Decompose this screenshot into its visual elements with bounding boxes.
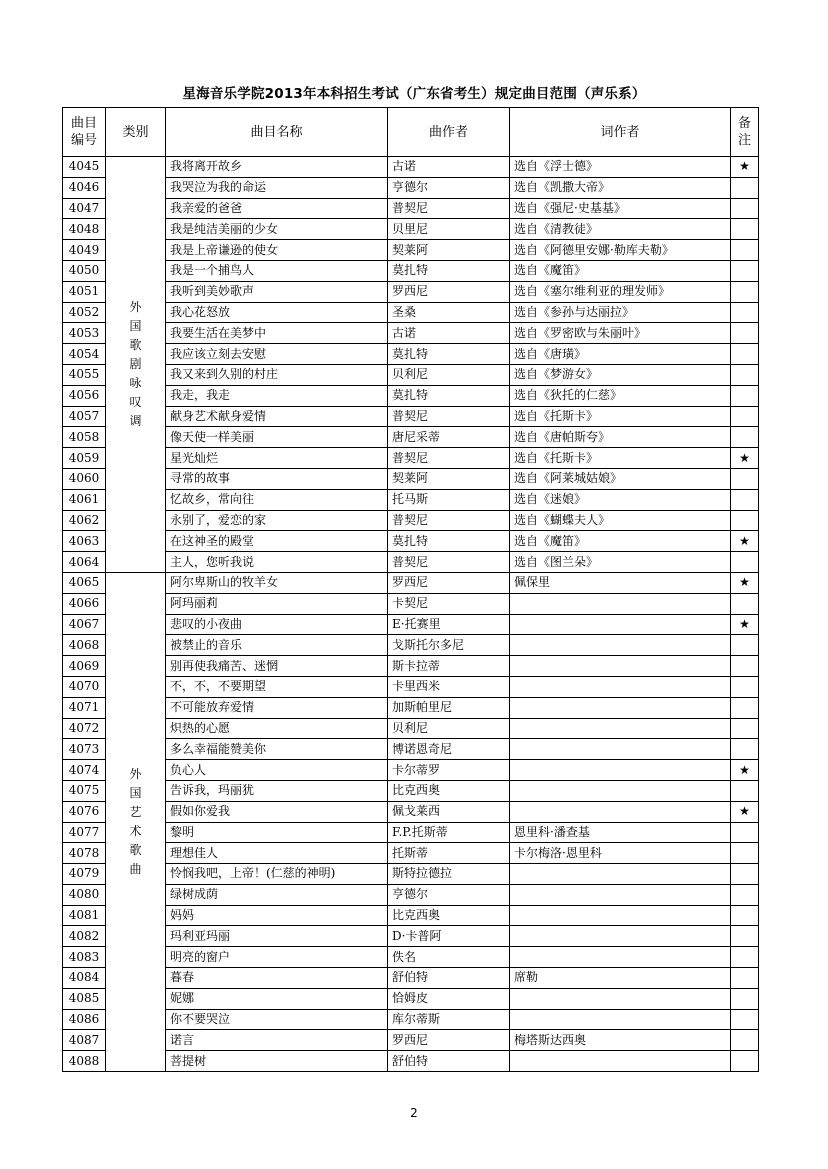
song-number: 4087 bbox=[63, 1030, 106, 1051]
lyricist bbox=[510, 947, 731, 968]
remark-star bbox=[731, 905, 759, 926]
composer: 贝里尼 bbox=[388, 219, 510, 240]
remark-star bbox=[731, 988, 759, 1009]
remark-star bbox=[731, 884, 759, 905]
composer: 贝利尼 bbox=[388, 364, 510, 385]
song-number: 4067 bbox=[63, 614, 106, 635]
song-title: 诺言 bbox=[166, 1030, 388, 1051]
song-number: 4054 bbox=[63, 344, 106, 365]
song-title: 像天使一样美丽 bbox=[166, 427, 388, 448]
remark-star bbox=[731, 718, 759, 739]
remark-star bbox=[731, 1030, 759, 1051]
song-title: 我亲爱的爸爸 bbox=[166, 198, 388, 219]
song-title: 我心花怒放 bbox=[166, 302, 388, 323]
lyricist bbox=[510, 801, 731, 822]
lyricist bbox=[510, 760, 731, 781]
lyricist: 选自《凯撒大帝》 bbox=[510, 177, 731, 198]
remark-star bbox=[731, 926, 759, 947]
song-number: 4073 bbox=[63, 739, 106, 760]
lyricist: 选自《魔笛》 bbox=[510, 531, 731, 552]
remark-star: ★ bbox=[731, 801, 759, 822]
page-number: 2 bbox=[410, 1106, 418, 1120]
song-title: 告诉我，玛丽犹 bbox=[166, 780, 388, 801]
song-title: 暮春 bbox=[166, 968, 388, 989]
song-number: 4066 bbox=[63, 593, 106, 614]
lyricist: 选自《狄托的仁慈》 bbox=[510, 385, 731, 406]
composer: 普契尼 bbox=[388, 552, 510, 573]
remark-star bbox=[731, 968, 759, 989]
table-row bbox=[63, 448, 759, 469]
remark-star: ★ bbox=[731, 760, 759, 781]
lyricist: 选自《迷娘》 bbox=[510, 489, 731, 510]
composer: 古诺 bbox=[388, 323, 510, 344]
song-number: 4051 bbox=[63, 281, 106, 302]
song-number: 4062 bbox=[63, 510, 106, 531]
remark-star bbox=[731, 198, 759, 219]
song-title: 被禁止的音乐 bbox=[166, 635, 388, 656]
lyricist: 佩保里 bbox=[510, 572, 731, 593]
song-number: 4084 bbox=[63, 968, 106, 989]
table-row bbox=[63, 427, 759, 448]
song-title: 不，不，不要期望 bbox=[166, 676, 388, 697]
header-lyricist: 词作者 bbox=[510, 108, 731, 157]
composer: 普契尼 bbox=[388, 510, 510, 531]
remark-star bbox=[731, 552, 759, 573]
composer: D·卡普阿 bbox=[388, 926, 510, 947]
composer: 库尔蒂斯 bbox=[388, 1009, 510, 1030]
composer: 罗西尼 bbox=[388, 572, 510, 593]
composer: 唐尼采蒂 bbox=[388, 427, 510, 448]
header-row bbox=[63, 108, 759, 157]
table-row bbox=[63, 780, 759, 801]
header-number: 曲目 编号 bbox=[63, 108, 106, 157]
lyricist bbox=[510, 884, 731, 905]
song-number: 4059 bbox=[63, 448, 106, 469]
song-title: 我哭泣为我的命运 bbox=[166, 177, 388, 198]
remark-star bbox=[731, 822, 759, 843]
composer: 托斯蒂 bbox=[388, 843, 510, 864]
remark-star bbox=[731, 843, 759, 864]
table-row bbox=[63, 1009, 759, 1030]
header-remark: 备 注 bbox=[731, 108, 759, 157]
remark-star bbox=[731, 1009, 759, 1030]
remark-star bbox=[731, 635, 759, 656]
song-title: 妮娜 bbox=[166, 988, 388, 1009]
table-row bbox=[63, 656, 759, 677]
lyricist: 选自《梦游女》 bbox=[510, 364, 731, 385]
song-number: 4057 bbox=[63, 406, 106, 427]
composer: 罗西尼 bbox=[388, 281, 510, 302]
song-title: 黎明 bbox=[166, 822, 388, 843]
song-title: 妈妈 bbox=[166, 905, 388, 926]
song-number: 4088 bbox=[63, 1051, 106, 1072]
lyricist: 选自《图兰朵》 bbox=[510, 552, 731, 573]
song-number: 4086 bbox=[63, 1009, 106, 1030]
table-row bbox=[63, 697, 759, 718]
song-title: 玛利亚玛丽 bbox=[166, 926, 388, 947]
header-song: 曲目名称 bbox=[166, 108, 388, 157]
remark-star: ★ bbox=[731, 448, 759, 469]
song-number: 4063 bbox=[63, 531, 106, 552]
composer: 舒伯特 bbox=[388, 968, 510, 989]
song-title: 负心人 bbox=[166, 760, 388, 781]
composer: 比克西奥 bbox=[388, 905, 510, 926]
remark-star bbox=[731, 219, 759, 240]
composer: F.P.托斯蒂 bbox=[388, 822, 510, 843]
song-title: 多么幸福能赞美你 bbox=[166, 739, 388, 760]
remark-star bbox=[731, 323, 759, 344]
table-row bbox=[63, 905, 759, 926]
song-number: 4083 bbox=[63, 947, 106, 968]
song-title: 我是一个捕鸟人 bbox=[166, 260, 388, 281]
song-number: 4061 bbox=[63, 489, 106, 510]
table-row bbox=[63, 281, 759, 302]
table-row bbox=[63, 531, 759, 552]
table-row bbox=[63, 884, 759, 905]
song-title: 我是上帝谦逊的使女 bbox=[166, 240, 388, 261]
song-number: 4080 bbox=[63, 884, 106, 905]
table-row bbox=[63, 364, 759, 385]
song-number: 4050 bbox=[63, 260, 106, 281]
composer: 卡尔蒂罗 bbox=[388, 760, 510, 781]
header-category: 类别 bbox=[106, 108, 166, 157]
page-title: 星海音乐学院2013年本科招生考试（广东省考生）规定曲目范围（声乐系） bbox=[182, 86, 646, 102]
category-label: 外国歌剧咏叹调 bbox=[129, 299, 142, 428]
remark-star bbox=[731, 1051, 759, 1072]
composer: 加斯帕里尼 bbox=[388, 697, 510, 718]
lyricist: 梅塔斯达西奥 bbox=[510, 1030, 731, 1051]
table-row bbox=[63, 801, 759, 822]
song-number: 4048 bbox=[63, 219, 106, 240]
remark-star bbox=[731, 593, 759, 614]
remark-star bbox=[731, 697, 759, 718]
composer: 戈斯托尔多尼 bbox=[388, 635, 510, 656]
composer: 莫扎特 bbox=[388, 385, 510, 406]
song-title: 我走，我走 bbox=[166, 385, 388, 406]
table-row bbox=[63, 406, 759, 427]
remark-star bbox=[731, 260, 759, 281]
song-title: 寻常的故事 bbox=[166, 468, 388, 489]
table-row bbox=[63, 968, 759, 989]
composer: 契莱阿 bbox=[388, 468, 510, 489]
lyricist: 选自《浮士德》 bbox=[510, 157, 731, 178]
lyricist bbox=[510, 1051, 731, 1072]
song-title: 理想佳人 bbox=[166, 843, 388, 864]
table-row bbox=[63, 302, 759, 323]
table-row bbox=[63, 1051, 759, 1072]
song-title: 忆故乡，常向往 bbox=[166, 489, 388, 510]
table-row bbox=[63, 572, 759, 593]
table-body bbox=[63, 157, 759, 1072]
table-row bbox=[63, 947, 759, 968]
song-title: 永别了，爱恋的家 bbox=[166, 510, 388, 531]
lyricist: 选自《托斯卡》 bbox=[510, 406, 731, 427]
remark-star: ★ bbox=[731, 572, 759, 593]
lyricist: 选自《强尼·史基基》 bbox=[510, 198, 731, 219]
lyricist: 选自《参孙与达丽拉》 bbox=[510, 302, 731, 323]
table-row bbox=[63, 822, 759, 843]
song-number: 4052 bbox=[63, 302, 106, 323]
table-row bbox=[63, 614, 759, 635]
composer: 古诺 bbox=[388, 157, 510, 178]
remark-star bbox=[731, 780, 759, 801]
table-row bbox=[63, 593, 759, 614]
song-number: 4058 bbox=[63, 427, 106, 448]
lyricist: 选自《阿德里安娜·勒库夫勒》 bbox=[510, 240, 731, 261]
song-title: 你不要哭泣 bbox=[166, 1009, 388, 1030]
song-title: 怜悯我吧，上帝！(仁慈的神明) bbox=[166, 864, 388, 885]
remark-star bbox=[731, 406, 759, 427]
repertoire-table bbox=[62, 107, 759, 1072]
song-title: 别再使我痛苦、迷惘 bbox=[166, 656, 388, 677]
lyricist bbox=[510, 1009, 731, 1030]
song-title: 在这神圣的殿堂 bbox=[166, 531, 388, 552]
composer: 卡里西米 bbox=[388, 676, 510, 697]
song-title: 阿玛丽莉 bbox=[166, 593, 388, 614]
table-row bbox=[63, 635, 759, 656]
song-number: 4047 bbox=[63, 198, 106, 219]
composer: 佚名 bbox=[388, 947, 510, 968]
composer: 亨德尔 bbox=[388, 177, 510, 198]
song-number: 4072 bbox=[63, 718, 106, 739]
song-number: 4078 bbox=[63, 843, 106, 864]
table-row bbox=[63, 219, 759, 240]
table-row bbox=[63, 552, 759, 573]
song-number: 4056 bbox=[63, 385, 106, 406]
table-row bbox=[63, 760, 759, 781]
category-cell bbox=[106, 157, 166, 573]
song-title: 献身艺术献身爱情 bbox=[166, 406, 388, 427]
lyricist bbox=[510, 739, 731, 760]
composer: 贝利尼 bbox=[388, 718, 510, 739]
composer: 莫扎特 bbox=[388, 260, 510, 281]
lyricist: 选自《唐璜》 bbox=[510, 344, 731, 365]
table-row bbox=[63, 157, 759, 178]
composer: 斯卡拉蒂 bbox=[388, 656, 510, 677]
song-title: 阿尔卑斯山的牧羊女 bbox=[166, 572, 388, 593]
table-row bbox=[63, 510, 759, 531]
lyricist bbox=[510, 780, 731, 801]
table-row bbox=[63, 843, 759, 864]
composer: E·托赛里 bbox=[388, 614, 510, 635]
composer: 卡契尼 bbox=[388, 593, 510, 614]
song-title: 我听到美妙歌声 bbox=[166, 281, 388, 302]
table-row bbox=[63, 240, 759, 261]
song-number: 4069 bbox=[63, 656, 106, 677]
composer: 亨德尔 bbox=[388, 884, 510, 905]
song-number: 4055 bbox=[63, 364, 106, 385]
song-title: 我是纯洁美丽的少女 bbox=[166, 219, 388, 240]
song-title: 悲叹的小夜曲 bbox=[166, 614, 388, 635]
composer: 托马斯 bbox=[388, 489, 510, 510]
song-title: 我将离开故乡 bbox=[166, 157, 388, 178]
remark-star bbox=[731, 385, 759, 406]
remark-star bbox=[731, 676, 759, 697]
song-number: 4076 bbox=[63, 801, 106, 822]
table-row bbox=[63, 323, 759, 344]
lyricist bbox=[510, 593, 731, 614]
song-title: 星光灿烂 bbox=[166, 448, 388, 469]
remark-star bbox=[731, 510, 759, 531]
song-number: 4077 bbox=[63, 822, 106, 843]
song-title: 绿树成荫 bbox=[166, 884, 388, 905]
song-number: 4074 bbox=[63, 760, 106, 781]
remark-star: ★ bbox=[731, 614, 759, 635]
lyricist bbox=[510, 905, 731, 926]
song-title: 明亮的窗户 bbox=[166, 947, 388, 968]
song-title: 假如你爱我 bbox=[166, 801, 388, 822]
lyricist bbox=[510, 718, 731, 739]
composer: 斯特拉德拉 bbox=[388, 864, 510, 885]
lyricist bbox=[510, 697, 731, 718]
lyricist bbox=[510, 988, 731, 1009]
song-number: 4085 bbox=[63, 988, 106, 1009]
table-row bbox=[63, 739, 759, 760]
song-number: 4070 bbox=[63, 676, 106, 697]
category-label: 外国艺术歌曲 bbox=[129, 767, 142, 876]
lyricist: 选自《塞尔维利亚的理发师》 bbox=[510, 281, 731, 302]
table-row bbox=[63, 676, 759, 697]
table-row bbox=[63, 177, 759, 198]
song-number: 4071 bbox=[63, 697, 106, 718]
remark-star bbox=[731, 302, 759, 323]
category-cell bbox=[106, 572, 166, 1071]
lyricist: 选自《唐帕斯夸》 bbox=[510, 427, 731, 448]
lyricist bbox=[510, 864, 731, 885]
remark-star bbox=[731, 364, 759, 385]
composer: 契莱阿 bbox=[388, 240, 510, 261]
song-number: 4060 bbox=[63, 468, 106, 489]
table-row bbox=[63, 385, 759, 406]
song-title: 我应该立刻去安慰 bbox=[166, 344, 388, 365]
table-row bbox=[63, 468, 759, 489]
composer: 佩戈莱西 bbox=[388, 801, 510, 822]
composer: 罗西尼 bbox=[388, 1030, 510, 1051]
song-number: 4064 bbox=[63, 552, 106, 573]
remark-star bbox=[731, 344, 759, 365]
remark-star: ★ bbox=[731, 531, 759, 552]
song-number: 4068 bbox=[63, 635, 106, 656]
composer: 莫扎特 bbox=[388, 344, 510, 365]
composer: 舒伯特 bbox=[388, 1051, 510, 1072]
remark-star bbox=[731, 240, 759, 261]
remark-star bbox=[731, 468, 759, 489]
lyricist: 选自《蝴蝶夫人》 bbox=[510, 510, 731, 531]
remark-star bbox=[731, 177, 759, 198]
table-row bbox=[63, 988, 759, 1009]
remark-star bbox=[731, 281, 759, 302]
composer: 普契尼 bbox=[388, 198, 510, 219]
song-number: 4082 bbox=[63, 926, 106, 947]
table-row bbox=[63, 864, 759, 885]
song-number: 4049 bbox=[63, 240, 106, 261]
table-row bbox=[63, 489, 759, 510]
lyricist: 选自《阿莱城姑娘》 bbox=[510, 468, 731, 489]
lyricist: 卡尔梅洛·恩里科 bbox=[510, 843, 731, 864]
composer: 比克西奥 bbox=[388, 780, 510, 801]
composer: 普契尼 bbox=[388, 448, 510, 469]
lyricist: 选自《清教徒》 bbox=[510, 219, 731, 240]
song-number: 4046 bbox=[63, 177, 106, 198]
song-number: 4053 bbox=[63, 323, 106, 344]
lyricist: 选自《罗密欧与朱丽叶》 bbox=[510, 323, 731, 344]
song-title: 我要生活在美梦中 bbox=[166, 323, 388, 344]
remark-star bbox=[731, 739, 759, 760]
remark-star bbox=[731, 864, 759, 885]
lyricist bbox=[510, 926, 731, 947]
composer: 圣桑 bbox=[388, 302, 510, 323]
song-number: 4081 bbox=[63, 905, 106, 926]
table-row bbox=[63, 260, 759, 281]
lyricist bbox=[510, 614, 731, 635]
song-title: 我又来到久别的村庄 bbox=[166, 364, 388, 385]
lyricist bbox=[510, 635, 731, 656]
composer: 普契尼 bbox=[388, 406, 510, 427]
lyricist: 席勒 bbox=[510, 968, 731, 989]
remark-star bbox=[731, 427, 759, 448]
table-row bbox=[63, 1030, 759, 1051]
composer: 莫扎特 bbox=[388, 531, 510, 552]
table-row bbox=[63, 344, 759, 365]
song-number: 4079 bbox=[63, 864, 106, 885]
lyricist: 选自《托斯卡》 bbox=[510, 448, 731, 469]
song-title: 菩提树 bbox=[166, 1051, 388, 1072]
remark-star bbox=[731, 656, 759, 677]
song-title: 主人，您听我说 bbox=[166, 552, 388, 573]
song-number: 4065 bbox=[63, 572, 106, 593]
table-row bbox=[63, 718, 759, 739]
remark-star bbox=[731, 489, 759, 510]
table-row bbox=[63, 198, 759, 219]
composer: 恰姆皮 bbox=[388, 988, 510, 1009]
table-row bbox=[63, 926, 759, 947]
song-title: 不可能放弃爱情 bbox=[166, 697, 388, 718]
remark-star bbox=[731, 947, 759, 968]
song-number: 4045 bbox=[63, 157, 106, 178]
lyricist bbox=[510, 676, 731, 697]
lyricist: 恩里科·潘查基 bbox=[510, 822, 731, 843]
composer: 博诺恩奇尼 bbox=[388, 739, 510, 760]
lyricist bbox=[510, 656, 731, 677]
lyricist: 选自《魔笛》 bbox=[510, 260, 731, 281]
song-number: 4075 bbox=[63, 780, 106, 801]
song-title: 炽热的心愿 bbox=[166, 718, 388, 739]
remark-star: ★ bbox=[731, 157, 759, 178]
header-composer: 曲作者 bbox=[388, 108, 510, 157]
